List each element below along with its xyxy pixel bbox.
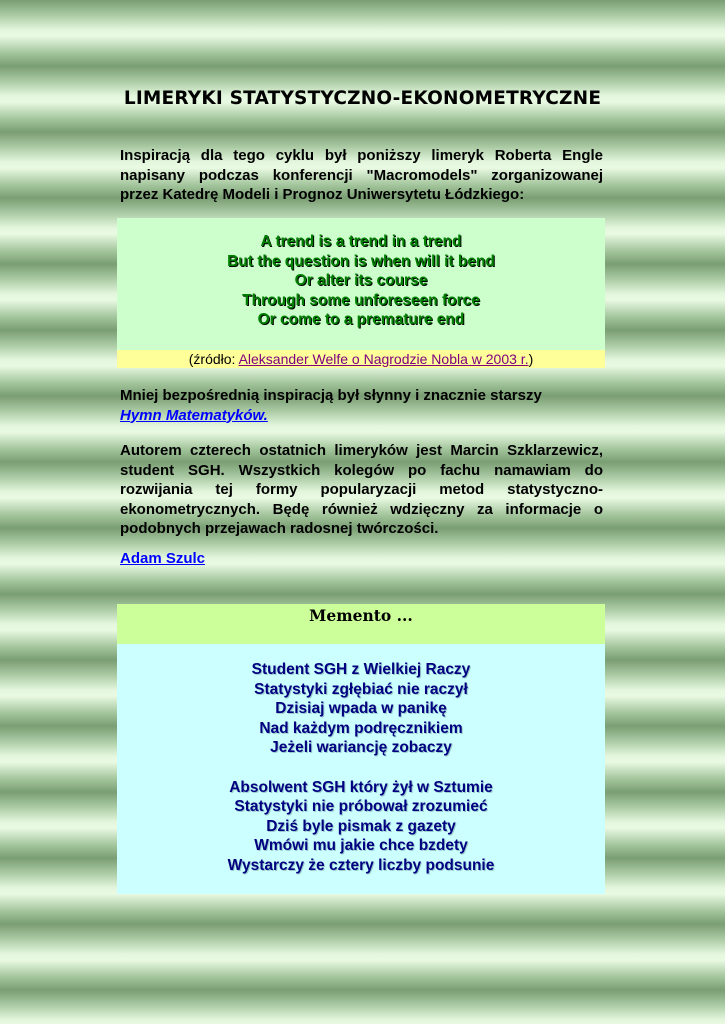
poem-line: Student SGH z Wielkiej Raczy: [251, 661, 471, 678]
poem-line: Dziś byle pismak z gazety: [266, 817, 456, 835]
source-prefix: (źródło:: [188, 351, 239, 367]
poem-line: Jeżeli wariancję zobaczy: [270, 739, 452, 756]
poem-line: Absolwent SGH który żył w Sztumie: [229, 778, 493, 796]
inspiration-text: Mniej bezpośrednią inspiracją był słynny i znacznie starszy: [120, 387, 542, 404]
poem-line: Nad każdym podręcznikiem: [259, 719, 463, 737]
page-title: LIMERYKI STATYSTYCZNO-EKONOMETRYCZNE: [123, 88, 602, 109]
poem-line: Or alter its course: [294, 272, 428, 289]
signature-link[interactable]: Adam Szulc: [120, 550, 206, 567]
signature-paragraph: [120, 549, 603, 569]
inspiration-paragraph: [120, 386, 603, 425]
memento-stanza-1: [117, 644, 605, 758]
memento-box: [117, 644, 605, 894]
poem-line: But the question is when will it bend: [227, 252, 495, 270]
engle-limerick-box: [117, 218, 605, 351]
memento-stanza-2: [117, 758, 605, 876]
hymn-link[interactable]: Hymn Matematyków.: [120, 406, 268, 424]
poem-line: Wystarczy że cztery liczby podsunie: [227, 856, 495, 874]
source-bar: [117, 350, 605, 368]
poem-line: Statystyki zgłębiać nie raczył: [254, 680, 468, 698]
memento-heading: Memento ...: [117, 604, 605, 644]
poem-line: Through some unforeseen force: [242, 291, 480, 309]
poem-line: A trend is a trend in a trend: [260, 233, 462, 250]
intro-paragraph: Inspiracją dla tego cyklu był poniższy limeryk Roberta Engle napisany podczas konferencji "Macromodels" zorganizowanej przez Katedrę Modeli i Prognoz Uniwersytetu Łódzkiego:: [120, 147, 603, 203]
author-paragraph: Autorem czterech ostatnich limeryków jest Marcin Szklarzewicz, student SGH. Wszystkich kolegów po fachu namawiam do rozwijania tej formy popularyzacji metod statystyczno-ekonometrycznych. Będę również wdzięczny za informacje o podobnych przejawach radosnej twórczości.: [120, 442, 603, 537]
source-suffix: ): [528, 351, 534, 367]
poem-line: Or come to a premature end: [257, 311, 465, 328]
poem-line: Dzisiaj wpada w panikę: [275, 700, 447, 717]
source-link[interactable]: Aleksander Welfe o Nagrodzie Nobla w 2003 r.: [238, 351, 529, 367]
poem-line: Statystyki nie próbował zrozumieć: [234, 798, 488, 815]
poem-line: Wmówi mu jakie chce bzdety: [254, 837, 468, 854]
